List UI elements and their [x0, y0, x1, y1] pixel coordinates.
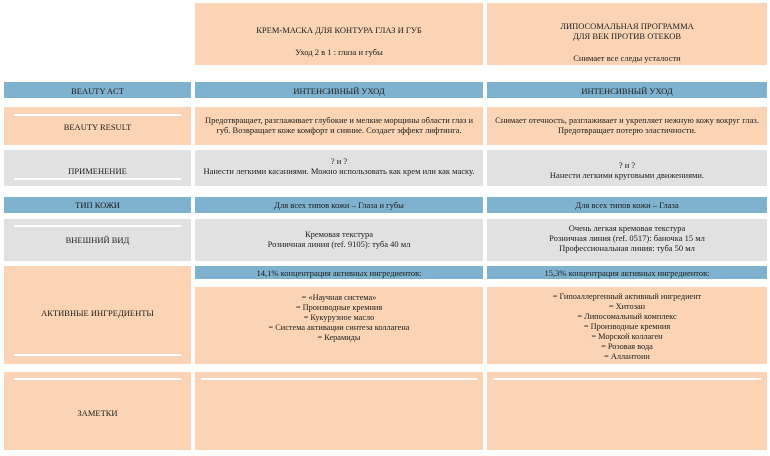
beauty-act-col2: ИНТЕНСИВНЫЙ УХОД [293, 86, 385, 96]
notes-label: ЗАМЕТКИ [77, 408, 118, 418]
ingredients-col3-list [487, 287, 767, 364]
appearance-col3-line2: Розничная линия (ref. 0517): баночка 15 мл [549, 233, 705, 243]
beauty-act-col2-cell [195, 82, 483, 98]
ingredient-item: = Розовая вода [601, 342, 653, 351]
appearance-col3-cell [487, 219, 767, 261]
notes-col2-cell [195, 372, 483, 450]
ingredient-item: = Хитозан [608, 302, 646, 311]
col2-product-subtitle: Уход 2 в 1 : глаза и губы [295, 47, 383, 57]
beauty-result-col2: Предотвращает, разглаживает глубокие и мелкие морщины области глаз и губ. Возвращает коже комфорт и сияние. Создает эффект лифтинга. [204, 115, 474, 135]
ingredient-item: = Морской коллаген [591, 332, 663, 341]
skin-type-col3: Для всех типов кожи – Глаза [575, 200, 679, 210]
application-label: ПРИМЕНЕНИЕ [68, 166, 127, 176]
ingredient-item: = Гипоаллергенный активный ингредиент [552, 292, 702, 301]
col2-product-title: КРЕМ-МАСКА ДЛЯ КОНТУРА ГЛАЗ И ГУБ [256, 25, 422, 35]
appearance-col2-cell [195, 219, 483, 261]
ingredient-item: = Система активации синтеза коллагена [268, 323, 410, 332]
beauty-result-col2-cell [195, 107, 483, 145]
appearance-label: ВНЕШНИЙ ВИД [65, 235, 130, 245]
beauty-result-col3-cell [487, 107, 767, 145]
col3-product-title: ЛИПОСОМАЛЬНАЯ ПРОГРАММА ДЛЯ ВЕК ПРОТИВ ОТЕКОВ [560, 21, 694, 41]
header-col3 [487, 3, 767, 65]
skin-type-col3-cell [487, 197, 767, 213]
beauty-act-label-cell [4, 82, 191, 98]
application-col2-symbols: ? и ? [330, 156, 348, 166]
application-col3: Нанести легкими круговыми движениями. [549, 170, 705, 180]
ingredients-col2-header: 14,1% концентрация активных ингредиентов: [256, 268, 422, 278]
ingredient-item: = Аллантоин [604, 352, 650, 361]
appearance-label-cell [4, 219, 191, 261]
ingredients-label: АКТИВНЫЕ ИНГРЕДИЕНТЫ [41, 308, 154, 318]
application-col2-cell [195, 150, 483, 186]
ingredients-col2-list [195, 287, 483, 364]
appearance-col2-line2: Розничная линия (ref. 9105): туба 40 мл [267, 239, 411, 249]
notes-label-cell [4, 372, 191, 450]
ingredients-col3-header: 15,3% концентрация активных ингредиентов: [544, 268, 710, 278]
beauty-act-col3-cell [487, 82, 767, 98]
appearance-col2-line1: Кремовая текстура [304, 229, 374, 239]
application-label-cell [4, 150, 191, 186]
notes-col3-cell [487, 372, 767, 450]
ingredients-col2-header-cell [195, 266, 483, 279]
ingredient-item: = Производные кремния [295, 303, 383, 312]
skin-type-col2-cell [195, 197, 483, 213]
header-col2 [195, 3, 483, 65]
appearance-col3-line3: Профессиональная линия: туба 50 мл [559, 243, 695, 253]
ingredient-item: = «Научная система» [301, 293, 377, 302]
beauty-act-label: BEAUTY ACT [71, 86, 124, 96]
appearance-col3-line1: Очень легкая кремовая текстура [568, 223, 686, 233]
col3-product-subtitle: Снимает все следы усталости [573, 53, 681, 63]
application-col3-symbols: ? и ? [618, 160, 636, 170]
application-col3-cell [487, 150, 767, 186]
beauty-result-label-cell [4, 107, 191, 145]
beauty-result-col3: Снимает отечность, разглаживает и укрепляет нежную кожу вокруг глаз. Предотвращает потерю эластичности. [495, 115, 759, 135]
ingredient-item: = Производные кремния [583, 322, 671, 331]
beauty-result-label: BEAUTY RESULT [63, 122, 132, 132]
ingredients-col3-header-cell [487, 266, 767, 279]
ingredient-item: = Липосомальный комплекс [577, 312, 677, 321]
application-col2: Нанести легкими касаниями. Можно использовать как крем или как маску. [203, 166, 475, 176]
skin-type-col2: Для всех типов кожи – Глаза и губы [274, 200, 404, 210]
skin-type-label-cell [4, 197, 191, 213]
beauty-act-col3: ИНТЕНСИВНЫЙ УХОД [581, 86, 673, 96]
ingredients-label-cell [4, 266, 191, 364]
ingredient-item: = Кукурузное масло [303, 313, 375, 322]
ingredient-item: = Керамиды [317, 333, 361, 342]
skin-type-label: ТИП КОЖИ [75, 200, 120, 210]
